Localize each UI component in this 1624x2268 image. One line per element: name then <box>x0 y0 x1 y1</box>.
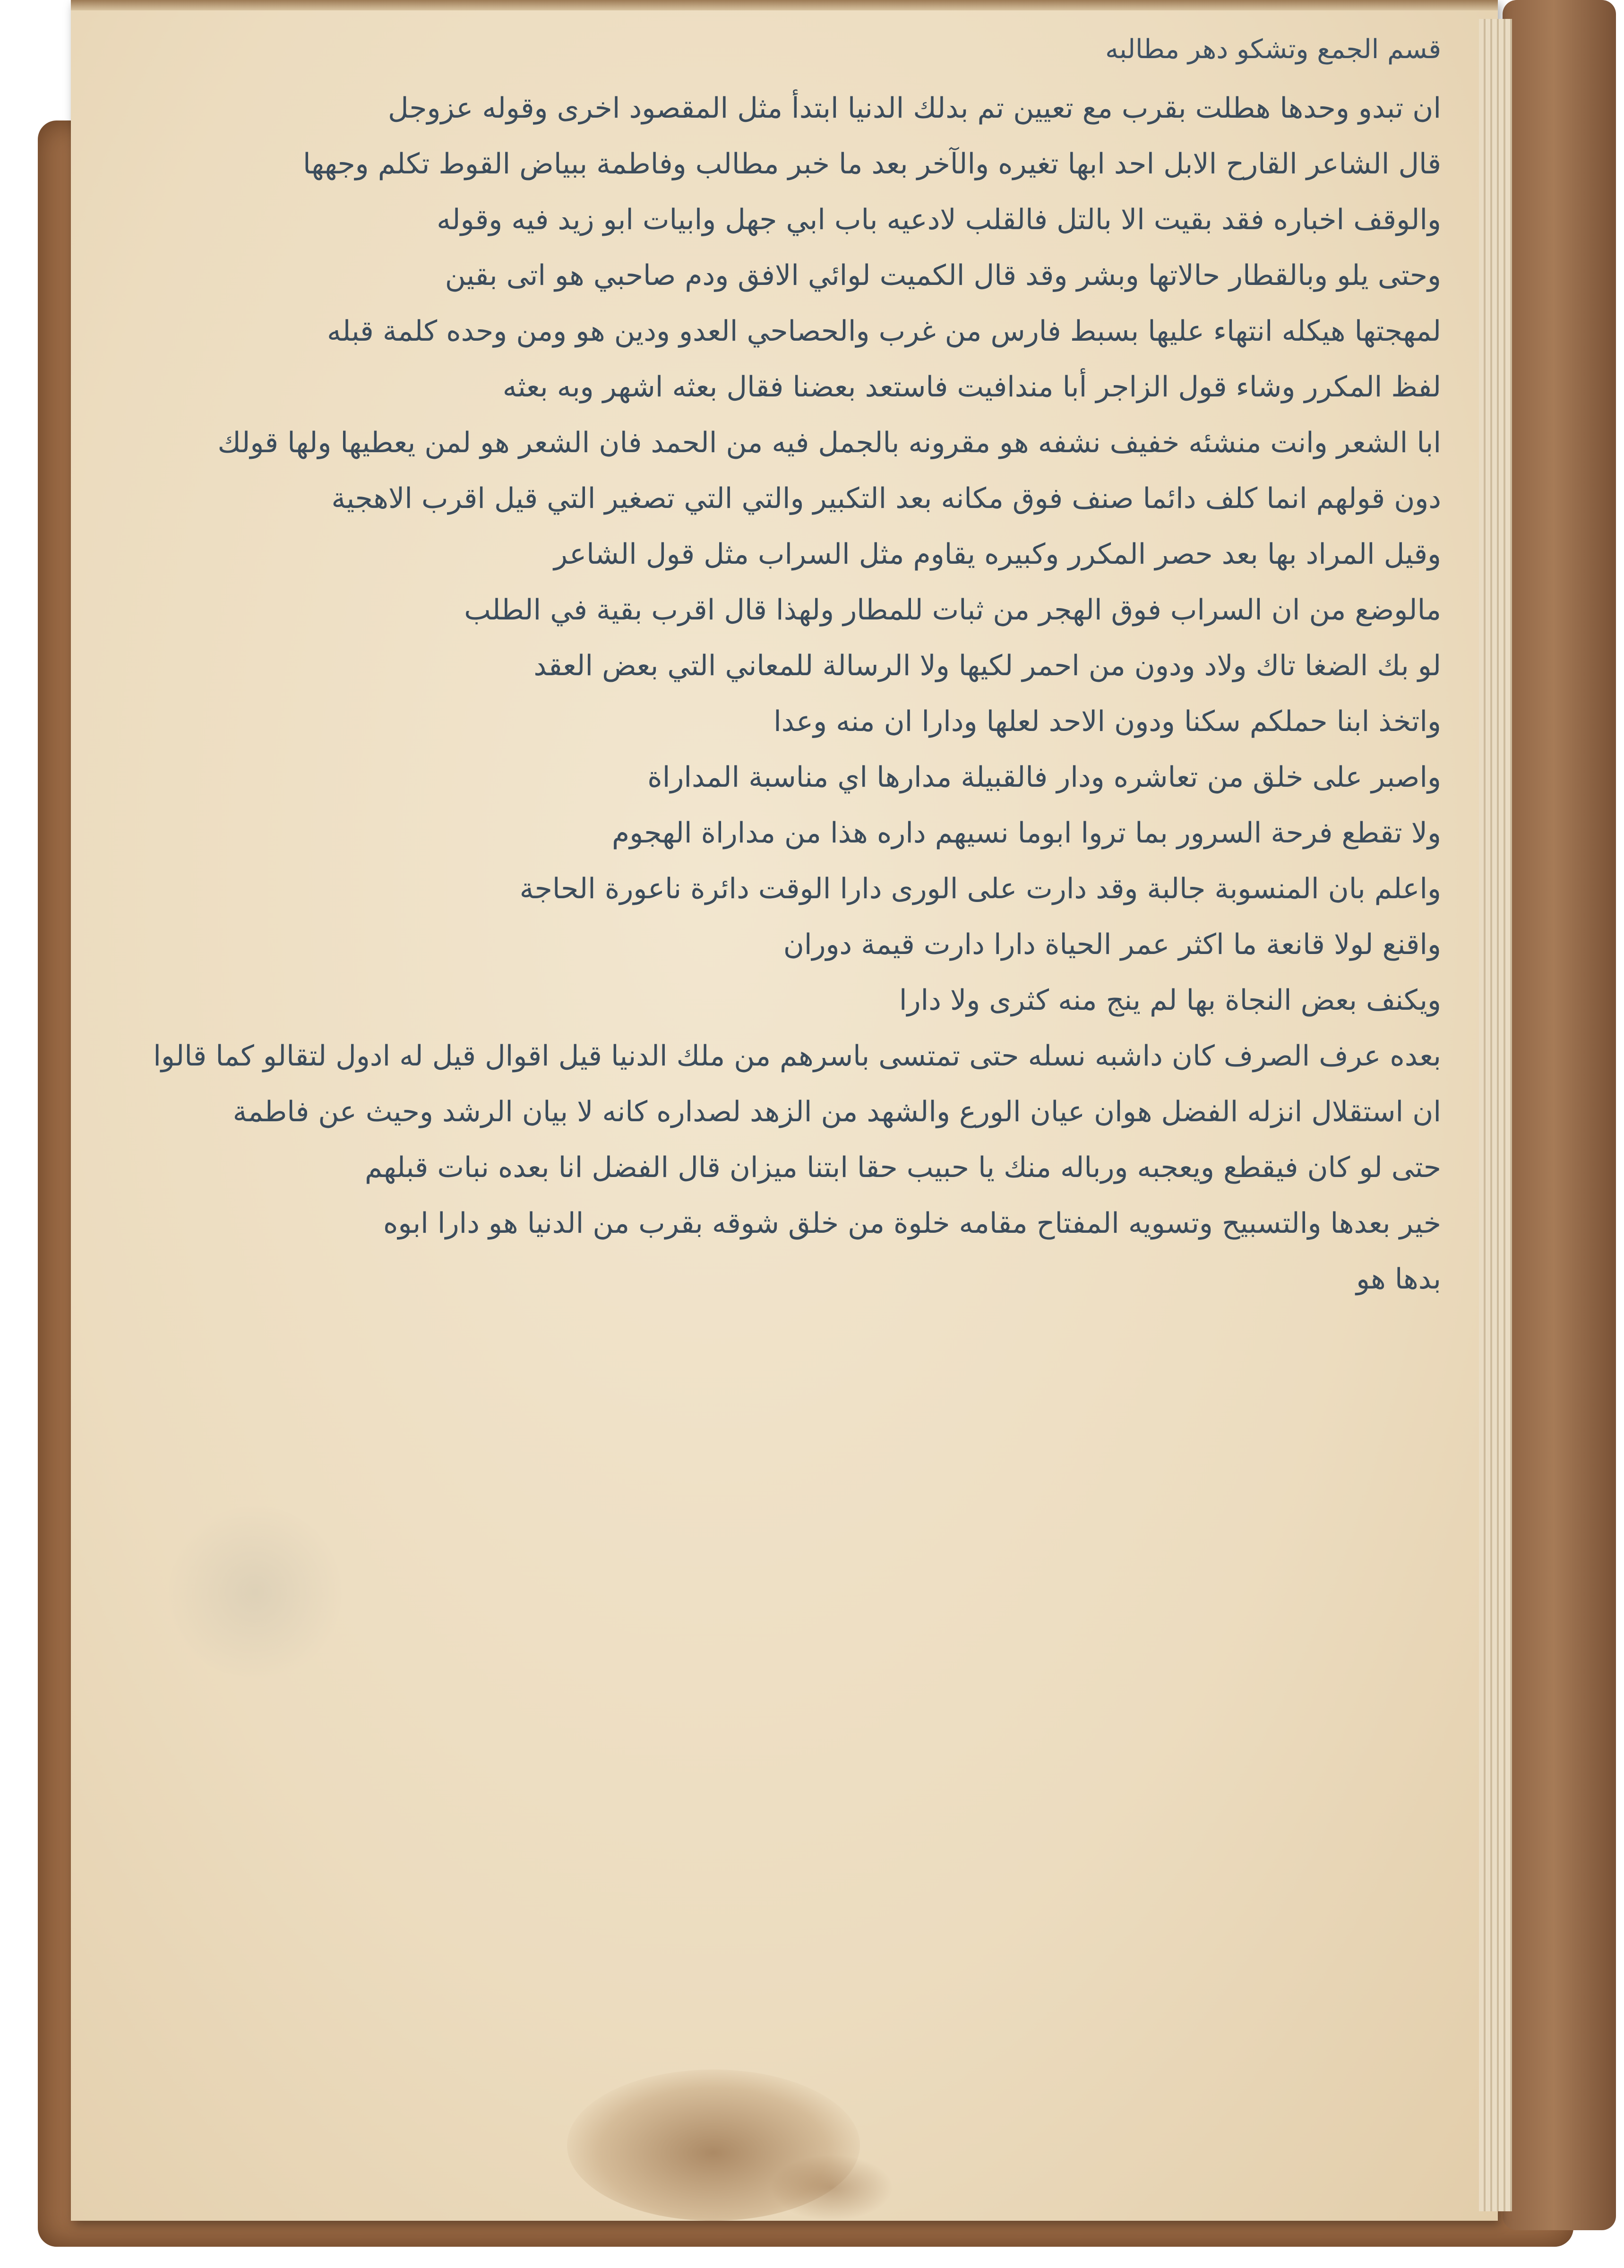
text-line-14: خير بعدها والتسبيح وتسويه المفتاح مقامه خلوة من خلق شوقه بقرب من الدنيا هو دارا ابوه <box>383 1207 1441 1240</box>
text-line-15: بدها هو <box>1356 1263 1441 1296</box>
verse-line-2: واتخذ ابنا حملكم سكنا ودون الاحد لعلها ودارا ان منه وعدا <box>773 705 1441 738</box>
text-line-3: والوقف اخباره فقد بقيت الا بالتل فالقلب لادعيه باب ابي جهل وابيات ابو زيد فيه وقوله <box>437 203 1441 236</box>
text-line-2: قال الشاعر القارح الابل احد ابها تغيره والآخر بعد ما خبر مطالب وفاطمة ببياض القوط تكلم وجهها <box>303 147 1441 180</box>
book-spine <box>1503 0 1616 2230</box>
page-block-edge <box>1479 19 1512 2211</box>
page-header: قسم الجمع وتشكو دهر مطالبه <box>1105 34 1441 65</box>
verse-line-3: واصبر على خلق من تعاشره ودار فالقبيلة مدارها اي مناسبة المداراة <box>647 761 1441 794</box>
text-line-8: دون قولهم انما كلف دائما صنف فوق مكانه بعد التكبير والتي التي تصغير التي قيل اقرب الاهجية <box>331 482 1441 515</box>
text-line-7: ابا الشعر وانت منشئه خفيف نشفه هو مقرونه بالجمل فيه من الحمد فان الشعر هو لمن يعطيها ولها قولك <box>217 426 1441 459</box>
verse-line-7: ويكنف بعض النجاة بها لم ينج منه كثرى ولا دارا <box>899 984 1441 1017</box>
text-line-11: بعده عرف الصرف كان داشبه نسله حتى تمتسى باسرهم من ملك الدنيا قيل اقوال قيل له ادول لتقالو كما قالوا <box>153 1040 1441 1073</box>
text-line-9: وقيل المراد بها بعد حصر المكرر وكبيره يقاوم مثل السراب مثل قول الشاعر <box>554 538 1441 571</box>
text-line-12: ان استقلال انزله الفضل هوان عيان الورع والشهد من الزهد لصداره كانه لا بيان الرشد وحيث عن فاطمة <box>232 1095 1441 1128</box>
text-line-13: حتى لو كان فيقطع ويعجبه ورباله منك يا حبيب حقا ابتنا ميزان قال الفضل انا بعده نبات قبلهم <box>365 1151 1441 1184</box>
manuscript-page <box>71 0 1498 2221</box>
verse-line-1: لو بك الضغا تاك ولاد ودون من احمر لكيها ولا الرسالة للمعاني التي بعض العقد <box>533 649 1441 682</box>
verse-line-4: ولا تقطع فرحة السرور بما تروا ابوما نسيهم داره هذا من مداراة الهجوم <box>612 816 1441 850</box>
verse-line-6: واقنع لولا قانعة ما اكثر عمر الحياة دارا دارت قيمة دوران <box>783 928 1441 961</box>
manuscript-text-block <box>128 19 1441 1307</box>
marginal-annotation <box>165 1503 345 1682</box>
text-line-5: لمهجتها هيكله انتهاء عليها بسبط فارس من غرب والحصاحي العدو ودين هو ومن وحده كلمة قبله <box>327 315 1441 348</box>
text-line-1: ان تبدو وحدها هطلت بقرب مع تعيين تم بدلك الدنيا ابتدأ مثل المقصود اخرى وقوله عزوجل <box>387 92 1441 125</box>
text-line-10: مالوضع من ان السراب فوق الهجر من ثبات للمطار ولهذا قال اقرب بقية في الطلب <box>464 593 1441 627</box>
water-stain-small <box>770 2155 893 2221</box>
text-line-4: وحتى يلو وبالقطار حالاتها وبشر وقد قال الكميت لوائي الافق ودم صاحبي هو اتى بقين <box>445 259 1441 292</box>
verse-line-5: واعلم بان المنسوبة جالبة وقد دارت على الورى دارا الوقت دائرة ناعورة الحاجة <box>519 872 1441 905</box>
page-top-edge <box>71 0 1498 10</box>
text-line-6: لفظ المكرر وشاء قول الزاجر أبا مندافيت فاستعد بعضنا فقال بعثه اشهر وبه بعثه <box>502 370 1441 404</box>
